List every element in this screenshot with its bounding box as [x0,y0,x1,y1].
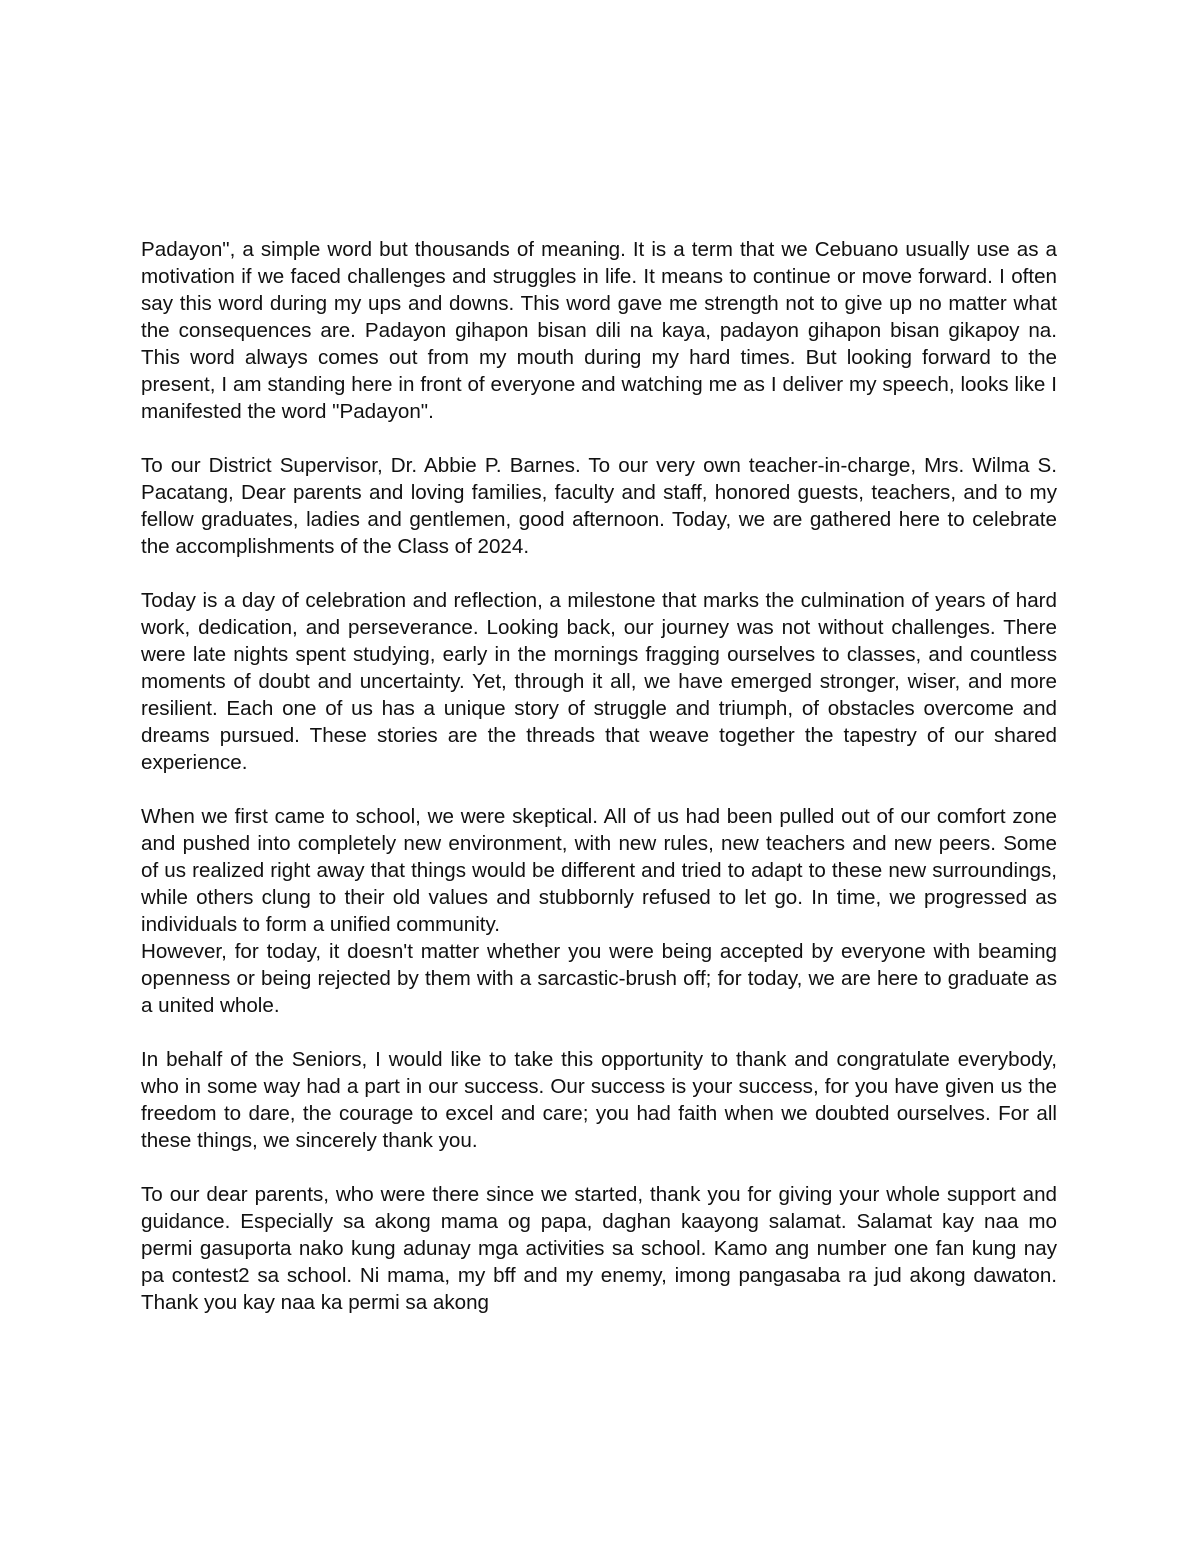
paragraph-parents: To our dear parents, who were there since we started, thank you for giving your whole support and guidance. Especially sa akong mama og papa, daghan kaayong salamat. Salamat kay naa mo permi gasuporta nako kung adunay mga activities sa school. Kamo ang number one fan kung nay pa contest2 sa school. Ni mama, my bff and my enemy, imong pangasaba ra jud akong dawaton. Thank you kay naa ka permi sa akong [141,1183,1057,1314]
paragraph-padayon-intro: Padayon", a simple word but thousands of meaning. It is a term that we Cebuano usually use as a motivation if we faced challenges and struggles in life. It means to continue or move forward. I often say this word during my ups and downs. This word gave me strength not to give up no matter what the consequences are. Padayon gihapon bisan dili na kaya, padayon gihapon bisan gikapoy na. This word always comes out from my mouth during my hard times. But looking forward to the present, I am standing here in front of everyone and watching me as I deliver my speech, looks like I manifested the word "Padayon". [141,238,1057,423]
paragraph-celebration: Today is a day of celebration and reflection, a milestone that marks the culmination of years of hard work, dedication, and perseverance. Looking back, our journey was not without challenges. There were late nights spent studying, early in the mornings fragging ourselves to classes, and countless moments of doubt and uncertainty. Yet, through it all, we have emerged stronger, wiser, and more resilient. Each one of us has a unique story of struggle and triumph, of obstacles overcome and dreams pursued. These stories are the threads that weave together the tapestry of our shared experience. [141,589,1057,774]
paragraph-first-came: When we first came to school, we were skeptical. All of us had been pulled out of our comfort zone and pushed into completely new environment, with new rules, new teachers and new peers. Some of us realized right away that things would be different and tried to adapt to these new surroundings, while others clung to their old values and stubbornly refused to let go. In time, we progressed as individuals to form a unified community. [141,805,1057,936]
paragraph-however: However, for today, it doesn't matter whether you were being accepted by everyone with beaming openness or being rejected by them with a sarcastic-brush off; for today, we are here to graduate as a united whole. [141,940,1057,1017]
speech-body [141,236,1057,1343]
paragraph-greetings: To our District Supervisor, Dr. Abbie P. Barnes. To our very own teacher-in-charge, Mrs. Wilma S. Pacatang, Dear parents and loving families, faculty and staff, honored guests, teachers, and to my fellow graduates, ladies and gentlemen, good afternoon. Today, we are gathered here to celebrate the accomplishments of the Class of 2024. [141,454,1057,558]
paragraph-thanks-seniors: In behalf of the Seniors, I would like to take this opportunity to thank and congratulate everybody, who in some way had a part in our success. Our success is your success, for you have given us the freedom to dare, the courage to excel and care; you had faith when we doubted ourselves. For all these things, we sincerely thank you. [141,1048,1057,1152]
